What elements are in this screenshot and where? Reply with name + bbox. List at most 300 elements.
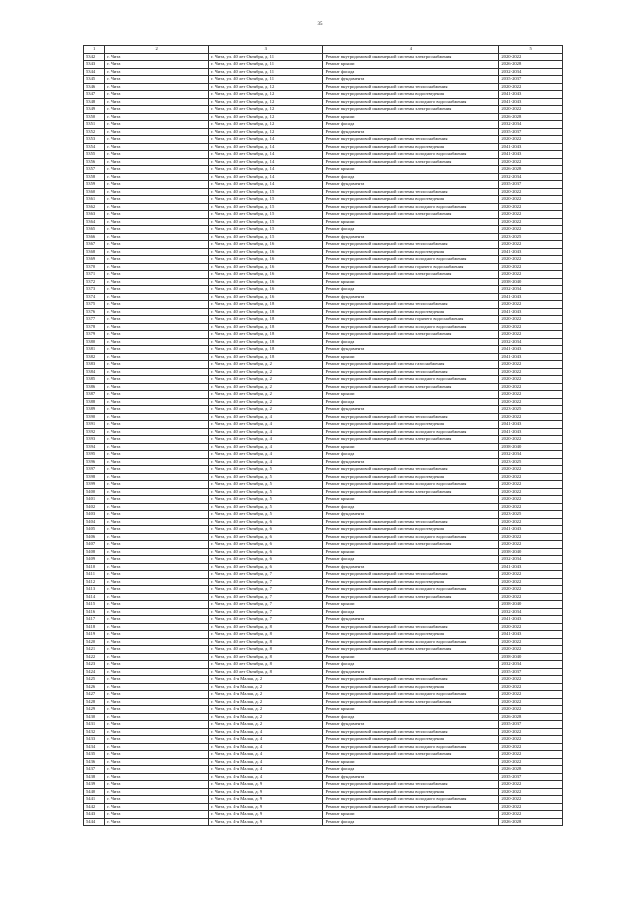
period-cell: 2041-2043 — [499, 428, 563, 436]
table-row — [84, 563, 563, 571]
period-cell: 2032-2034 — [499, 608, 563, 616]
address-cell: г. Чита, ул. 4-я Малая, д. 4 — [209, 743, 323, 751]
work-type-cell: Ремонт внутридомовой инженерной системы теплоснабжения — [323, 83, 499, 91]
municipality-cell: г. Чита — [105, 623, 209, 631]
address-cell: г. Чита, ул. 40 лет Октября, д. 15 — [209, 218, 323, 226]
address-cell: г. Чита, ул. 40 лет Октября, д. 5 — [209, 503, 323, 511]
row-number-cell: 5349 — [84, 106, 105, 114]
address-cell: г. Чита, ул. 40 лет Октября, д. 11 — [209, 68, 323, 76]
work-type-cell: Ремонт внутридомовой инженерной системы электроснабжения — [323, 803, 499, 811]
period-cell: 2038-2040 — [499, 548, 563, 556]
row-number-cell: 5343 — [84, 61, 105, 69]
table-row — [84, 181, 563, 189]
municipality-cell: г. Чита — [105, 818, 209, 826]
municipality-cell: г. Чита — [105, 293, 209, 301]
address-cell: г. Чита, ул. 40 лет Октября, д. 18 — [209, 316, 323, 324]
municipality-cell: г. Чита — [105, 608, 209, 616]
row-number-cell: 5398 — [84, 473, 105, 481]
table-row — [84, 443, 563, 451]
municipality-cell: г. Чита — [105, 766, 209, 774]
municipality-cell: г. Чита — [105, 616, 209, 624]
address-cell: г. Чита, ул. 40 лет Октября, д. 12 — [209, 83, 323, 91]
municipality-cell: г. Чита — [105, 413, 209, 421]
municipality-cell: г. Чита — [105, 736, 209, 744]
period-cell: 2041-2043 — [499, 421, 563, 429]
municipality-cell: г. Чита — [105, 488, 209, 496]
table-row — [84, 248, 563, 256]
table-row — [84, 796, 563, 804]
table-row — [84, 128, 563, 136]
row-number-cell: 5422 — [84, 653, 105, 661]
table-row — [84, 226, 563, 234]
municipality-cell: г. Чита — [105, 286, 209, 294]
table-row — [84, 608, 563, 616]
work-type-cell: Ремонт фасада — [323, 661, 499, 669]
work-type-cell: Ремонт внутридомовой инженерной системы холодного водоснабжения — [323, 98, 499, 106]
row-number-cell: 5362 — [84, 203, 105, 211]
work-type-cell: Ремонт внутридомовой инженерной системы электроснабжения — [323, 383, 499, 391]
work-type-cell: Ремонт внутридомовой инженерной системы теплоснабжения — [323, 188, 499, 196]
row-number-cell: 5380 — [84, 338, 105, 346]
period-cell: 2020-2022 — [499, 106, 563, 114]
municipality-cell: г. Чита — [105, 691, 209, 699]
table-row — [84, 616, 563, 624]
municipality-cell: г. Чита — [105, 578, 209, 586]
period-cell: 2020-2022 — [499, 481, 563, 489]
municipality-cell: г. Чита — [105, 421, 209, 429]
municipality-cell: г. Чита — [105, 338, 209, 346]
period-cell: 2041-2043 — [499, 248, 563, 256]
address-cell: г. Чита, ул. 40 лет Октября, д. 16 — [209, 278, 323, 286]
row-number-cell: 5351 — [84, 121, 105, 129]
period-cell: 2020-2022 — [499, 758, 563, 766]
period-cell: 2038-2040 — [499, 278, 563, 286]
table-row — [84, 323, 563, 331]
address-cell: г. Чита, ул. 4-я Малая, д. 4 — [209, 773, 323, 781]
work-type-cell: Ремонт фундамента — [323, 293, 499, 301]
address-cell: г. Чита, ул. 4-я Малая, д. 9 — [209, 803, 323, 811]
address-cell: г. Чита, ул. 40 лет Октября, д. 18 — [209, 346, 323, 354]
municipality-cell: г. Чита — [105, 346, 209, 354]
table-row — [84, 106, 563, 114]
row-number-cell: 5424 — [84, 668, 105, 676]
period-cell: 2032-2034 — [499, 173, 563, 181]
period-cell: 2026-2028 — [499, 61, 563, 69]
table-row — [84, 316, 563, 324]
period-cell: 2020-2022 — [499, 331, 563, 339]
work-type-cell: Ремонт крыши — [323, 601, 499, 609]
municipality-cell: г. Чита — [105, 758, 209, 766]
table-row — [84, 533, 563, 541]
period-cell: 2020-2022 — [499, 241, 563, 249]
row-number-cell: 5388 — [84, 398, 105, 406]
table-row — [84, 301, 563, 309]
row-number-cell: 5444 — [84, 818, 105, 826]
table-row — [84, 698, 563, 706]
address-cell: г. Чита, ул. 40 лет Октября, д. 14 — [209, 136, 323, 144]
row-number-cell: 5370 — [84, 263, 105, 271]
work-type-cell: Ремонт внутридомовой инженерной системы холодного водоснабжения — [323, 323, 499, 331]
table-row — [84, 773, 563, 781]
work-type-cell: Ремонт крыши — [323, 278, 499, 286]
table-row — [84, 788, 563, 796]
period-cell: 2020-2022 — [499, 218, 563, 226]
table-row — [84, 458, 563, 466]
municipality-cell: г. Чита — [105, 61, 209, 69]
row-number-cell: 5386 — [84, 383, 105, 391]
address-cell: г. Чита, ул. 4-я Малая, д. 2 — [209, 691, 323, 699]
address-cell: г. Чита, ул. 40 лет Октября, д. 16 — [209, 271, 323, 279]
row-number-cell: 5350 — [84, 113, 105, 121]
row-number-cell: 5411 — [84, 571, 105, 579]
work-type-cell: Ремонт внутридомовой инженерной системы водоотведения — [323, 473, 499, 481]
table-row — [84, 218, 563, 226]
address-cell: г. Чита, ул. 4-я Малая, д. 2 — [209, 683, 323, 691]
row-number-cell: 5410 — [84, 563, 105, 571]
row-number-cell: 5347 — [84, 91, 105, 99]
address-cell: г. Чита, ул. 40 лет Октября, д. 7 — [209, 608, 323, 616]
municipality-cell: г. Чита — [105, 143, 209, 151]
table-row — [84, 691, 563, 699]
address-cell: г. Чита, ул. 40 лет Октября, д. 8 — [209, 653, 323, 661]
table-row — [84, 466, 563, 474]
row-number-cell: 5383 — [84, 361, 105, 369]
row-number-cell: 5371 — [84, 271, 105, 279]
period-cell: 2026-2028 — [499, 113, 563, 121]
address-cell: г. Чита, ул. 40 лет Октября, д. 2 — [209, 406, 323, 414]
municipality-cell: г. Чита — [105, 586, 209, 594]
work-type-cell: Ремонт фасада — [323, 818, 499, 826]
period-cell: 2038-2040 — [499, 443, 563, 451]
table-row — [84, 166, 563, 174]
work-type-cell: Ремонт фундамента — [323, 721, 499, 729]
address-cell: г. Чита, ул. 40 лет Октября, д. 18 — [209, 301, 323, 309]
work-type-cell: Ремонт внутридомовой инженерной системы холодного водоснабжения — [323, 638, 499, 646]
address-cell: г. Чита, ул. 40 лет Октября, д. 2 — [209, 368, 323, 376]
municipality-cell: г. Чита — [105, 181, 209, 189]
address-cell: г. Чита, ул. 40 лет Октября, д. 18 — [209, 323, 323, 331]
address-cell: г. Чита, ул. 4-я Малая, д. 2 — [209, 698, 323, 706]
period-cell: 2020-2022 — [499, 571, 563, 579]
period-cell: 2020-2022 — [499, 323, 563, 331]
period-cell: 2020-2022 — [499, 736, 563, 744]
work-type-cell: Ремонт внутридомовой инженерной системы холодного водоснабжения — [323, 428, 499, 436]
period-cell: 2020-2022 — [499, 376, 563, 384]
work-type-cell: Ремонт крыши — [323, 353, 499, 361]
period-cell: 2041-2043 — [499, 631, 563, 639]
row-number-cell: 5384 — [84, 368, 105, 376]
row-number-cell: 5396 — [84, 458, 105, 466]
municipality-cell: г. Чита — [105, 518, 209, 526]
municipality-cell: г. Чита — [105, 781, 209, 789]
table-row — [84, 518, 563, 526]
municipality-cell: г. Чита — [105, 241, 209, 249]
row-number-cell: 5385 — [84, 376, 105, 384]
work-type-cell: Ремонт внутридомовой инженерной системы водоотведения — [323, 196, 499, 204]
address-cell: г. Чита, ул. 40 лет Октября, д. 2 — [209, 398, 323, 406]
work-type-cell: Ремонт фундамента — [323, 773, 499, 781]
header-col-period: 5 — [499, 46, 563, 54]
row-number-cell: 5402 — [84, 503, 105, 511]
address-cell: г. Чита, ул. 40 лет Октября, д. 12 — [209, 128, 323, 136]
row-number-cell: 5443 — [84, 811, 105, 819]
address-cell: г. Чита, ул. 40 лет Октября, д. 16 — [209, 293, 323, 301]
row-number-cell: 5408 — [84, 548, 105, 556]
table-row — [84, 683, 563, 691]
row-number-cell: 5372 — [84, 278, 105, 286]
work-type-cell: Ремонт внутридомовой инженерной системы теплоснабжения — [323, 676, 499, 684]
work-type-cell: Ремонт фундамента — [323, 668, 499, 676]
table-row — [84, 173, 563, 181]
table-row — [84, 653, 563, 661]
period-cell: 2020-2022 — [499, 503, 563, 511]
period-cell: 2041-2043 — [499, 151, 563, 159]
table-row — [84, 121, 563, 129]
row-number-cell: 5395 — [84, 451, 105, 459]
work-type-cell: Ремонт внутридомовой инженерной системы газоснабжения — [323, 361, 499, 369]
table-row — [84, 781, 563, 789]
table-row — [84, 98, 563, 106]
row-number-cell: 5435 — [84, 751, 105, 759]
header-col-municipality: 2 — [105, 46, 209, 54]
table-row — [84, 211, 563, 219]
row-number-cell: 5441 — [84, 796, 105, 804]
row-number-cell: 5409 — [84, 556, 105, 564]
work-type-cell: Ремонт внутридомовой инженерной системы холодного водоснабжения — [323, 586, 499, 594]
work-type-cell: Ремонт фасада — [323, 173, 499, 181]
municipality-cell: г. Чита — [105, 593, 209, 601]
table-row — [84, 203, 563, 211]
municipality-cell: г. Чита — [105, 631, 209, 639]
address-cell: г. Чита, ул. 40 лет Октября, д. 5 — [209, 488, 323, 496]
table-row — [84, 53, 563, 61]
row-number-cell: 5375 — [84, 301, 105, 309]
work-type-cell: Ремонт внутридомовой инженерной системы холодного водоснабжения — [323, 481, 499, 489]
address-cell: г. Чита, ул. 40 лет Октября, д. 6 — [209, 556, 323, 564]
period-cell: 2020-2022 — [499, 788, 563, 796]
table-row — [84, 293, 563, 301]
period-cell: 2035-2037 — [499, 76, 563, 84]
municipality-cell: г. Чита — [105, 428, 209, 436]
work-type-cell: Ремонт фундамента — [323, 511, 499, 519]
municipality-cell: г. Чита — [105, 721, 209, 729]
address-cell: г. Чита, ул. 40 лет Октября, д. 2 — [209, 383, 323, 391]
work-type-cell: Ремонт внутридомовой инженерной системы электроснабжения — [323, 541, 499, 549]
row-number-cell: 5421 — [84, 646, 105, 654]
work-type-cell: Ремонт внутридомовой инженерной системы теплоснабжения — [323, 241, 499, 249]
address-cell: г. Чита, ул. 40 лет Октября, д. 6 — [209, 548, 323, 556]
period-cell: 2020-2022 — [499, 466, 563, 474]
row-number-cell: 5407 — [84, 541, 105, 549]
period-cell: 2023-2025 — [499, 458, 563, 466]
municipality-cell: г. Чита — [105, 668, 209, 676]
address-cell: г. Чита, ул. 40 лет Октября, д. 7 — [209, 571, 323, 579]
work-type-cell: Ремонт внутридомовой инженерной системы электроснабжения — [323, 53, 499, 61]
address-cell: г. Чита, ул. 40 лет Октября, д. 18 — [209, 338, 323, 346]
table-row — [84, 638, 563, 646]
work-type-cell: Ремонт внутридомовой инженерной системы водоотведения — [323, 578, 499, 586]
row-number-cell: 5354 — [84, 143, 105, 151]
work-type-cell: Ремонт внутридомовой инженерной системы теплоснабжения — [323, 518, 499, 526]
row-number-cell: 5399 — [84, 481, 105, 489]
work-type-cell: Ремонт крыши — [323, 548, 499, 556]
address-cell: г. Чита, ул. 40 лет Октября, д. 12 — [209, 121, 323, 129]
period-cell: 2020-2022 — [499, 646, 563, 654]
work-type-cell: Ремонт фасада — [323, 608, 499, 616]
work-type-cell: Ремонт фасада — [323, 556, 499, 564]
row-number-cell: 5420 — [84, 638, 105, 646]
table-row — [84, 383, 563, 391]
period-cell: 2020-2022 — [499, 803, 563, 811]
work-type-cell: Ремонт внутридомовой инженерной системы электроснабжения — [323, 331, 499, 339]
period-cell: 2026-2028 — [499, 766, 563, 774]
table-row — [84, 428, 563, 436]
work-type-cell: Ремонт крыши — [323, 391, 499, 399]
work-type-cell: Ремонт фасада — [323, 121, 499, 129]
address-cell: г. Чита, ул. 40 лет Октября, д. 8 — [209, 646, 323, 654]
municipality-cell: г. Чита — [105, 541, 209, 549]
municipality-cell: г. Чита — [105, 751, 209, 759]
work-type-cell: Ремонт внутридомовой инженерной системы холодного водоснабжения — [323, 376, 499, 384]
address-cell: г. Чита, ул. 4-я Малая, д. 2 — [209, 713, 323, 721]
work-type-cell: Ремонт внутридомовой инженерной системы электроснабжения — [323, 698, 499, 706]
municipality-cell: г. Чита — [105, 113, 209, 121]
municipality-cell: г. Чита — [105, 316, 209, 324]
period-cell: 2041-2043 — [499, 98, 563, 106]
address-cell: г. Чита, ул. 40 лет Октября, д. 14 — [209, 166, 323, 174]
row-number-cell: 5413 — [84, 586, 105, 594]
municipality-cell: г. Чита — [105, 203, 209, 211]
period-cell: 2041-2043 — [499, 353, 563, 361]
address-cell: г. Чита, ул. 40 лет Октября, д. 11 — [209, 76, 323, 84]
table-row — [84, 331, 563, 339]
work-type-cell: Ремонт внутридомовой инженерной системы водоотведения — [323, 631, 499, 639]
table-row — [84, 451, 563, 459]
municipality-cell: г. Чита — [105, 496, 209, 504]
period-cell: 2020-2022 — [499, 638, 563, 646]
work-type-cell: Ремонт внутридомовой инженерной системы электроснабжения — [323, 106, 499, 114]
period-cell: 2020-2022 — [499, 473, 563, 481]
municipality-cell: г. Чита — [105, 563, 209, 571]
table-row — [84, 113, 563, 121]
municipality-cell: г. Чита — [105, 98, 209, 106]
address-cell: г. Чита, ул. 40 лет Октября, д. 5 — [209, 511, 323, 519]
table-row — [84, 376, 563, 384]
address-cell: г. Чита, ул. 40 лет Октября, д. 16 — [209, 248, 323, 256]
table-row — [84, 668, 563, 676]
period-cell: 2041-2043 — [499, 616, 563, 624]
address-cell: г. Чита, ул. 40 лет Октября, д. 8 — [209, 623, 323, 631]
work-type-cell: Ремонт внутридомовой инженерной системы электроснабжения — [323, 158, 499, 166]
work-type-cell: Ремонт фундамента — [323, 616, 499, 624]
work-type-cell: Ремонт крыши — [323, 811, 499, 819]
table-row — [84, 473, 563, 481]
address-cell: г. Чита, ул. 4-я Малая, д. 4 — [209, 766, 323, 774]
period-cell: 2038-2040 — [499, 601, 563, 609]
municipality-cell: г. Чита — [105, 53, 209, 61]
work-type-cell: Ремонт внутридомовой инженерной системы теплоснабжения — [323, 413, 499, 421]
row-number-cell: 5401 — [84, 496, 105, 504]
municipality-cell: г. Чита — [105, 166, 209, 174]
row-number-cell: 5397 — [84, 466, 105, 474]
row-number-cell: 5431 — [84, 721, 105, 729]
table-row — [84, 136, 563, 144]
row-number-cell: 5377 — [84, 316, 105, 324]
table-row — [84, 803, 563, 811]
work-type-cell: Ремонт внутридомовой инженерной системы холодного водоснабжения — [323, 796, 499, 804]
work-type-cell: Ремонт фундамента — [323, 181, 499, 189]
period-cell: 2020-2022 — [499, 496, 563, 504]
address-cell: г. Чита, ул. 40 лет Октября, д. 15 — [209, 233, 323, 241]
row-number-cell: 5358 — [84, 173, 105, 181]
period-cell: 2032-2034 — [499, 451, 563, 459]
municipality-cell: г. Чита — [105, 796, 209, 804]
row-number-cell: 5364 — [84, 218, 105, 226]
period-cell: 2020-2022 — [499, 691, 563, 699]
period-cell: 2020-2022 — [499, 586, 563, 594]
period-cell: 2020-2022 — [499, 518, 563, 526]
municipality-cell: г. Чита — [105, 706, 209, 714]
period-cell: 2020-2022 — [499, 301, 563, 309]
work-type-cell: Ремонт внутридомовой инженерной системы водоотведения — [323, 308, 499, 316]
work-type-cell: Ремонт фундамента — [323, 346, 499, 354]
table-row — [84, 646, 563, 654]
row-number-cell: 5348 — [84, 98, 105, 106]
work-type-cell: Ремонт внутридомовой инженерной системы водоотведения — [323, 91, 499, 99]
work-type-cell: Ремонт внутридомовой инженерной системы электроснабжения — [323, 436, 499, 444]
period-cell: 2020-2022 — [499, 263, 563, 271]
municipality-cell: г. Чита — [105, 233, 209, 241]
municipality-cell: г. Чита — [105, 383, 209, 391]
row-number-cell: 5425 — [84, 676, 105, 684]
table-row — [84, 578, 563, 586]
header-col-work-type: 4 — [323, 46, 499, 54]
row-number-cell: 5419 — [84, 631, 105, 639]
period-cell: 2041-2043 — [499, 308, 563, 316]
row-number-cell: 5376 — [84, 308, 105, 316]
table-row — [84, 151, 563, 159]
address-cell: г. Чита, ул. 40 лет Октября, д. 14 — [209, 151, 323, 159]
period-cell: 2020-2022 — [499, 361, 563, 369]
work-type-cell: Ремонт крыши — [323, 443, 499, 451]
address-cell: г. Чита, ул. 40 лет Октября, д. 7 — [209, 578, 323, 586]
municipality-cell: г. Чита — [105, 728, 209, 736]
table-row — [84, 743, 563, 751]
work-type-cell: Ремонт внутридомовой инженерной системы теплоснабжения — [323, 728, 499, 736]
row-number-cell: 5400 — [84, 488, 105, 496]
row-number-cell: 5442 — [84, 803, 105, 811]
address-cell: г. Чита, ул. 40 лет Октября, д. 18 — [209, 308, 323, 316]
table-row — [84, 61, 563, 69]
address-cell: г. Чита, ул. 40 лет Октября, д. 5 — [209, 473, 323, 481]
municipality-cell: г. Чита — [105, 653, 209, 661]
row-number-cell: 5415 — [84, 601, 105, 609]
address-cell: г. Чита, ул. 40 лет Октября, д. 4 — [209, 436, 323, 444]
work-type-cell: Ремонт фундамента — [323, 406, 499, 414]
row-number-cell: 5368 — [84, 248, 105, 256]
work-type-cell: Ремонт внутридомовой инженерной системы электроснабжения — [323, 593, 499, 601]
address-cell: г. Чита, ул. 40 лет Октября, д. 12 — [209, 113, 323, 121]
address-cell: г. Чита, ул. 40 лет Октября, д. 6 — [209, 541, 323, 549]
work-type-cell: Ремонт внутридомовой инженерной системы теплоснабжения — [323, 571, 499, 579]
table-row — [84, 586, 563, 594]
row-number-cell: 5374 — [84, 293, 105, 301]
table-row — [84, 736, 563, 744]
row-number-cell: 5414 — [84, 593, 105, 601]
period-cell: 2020-2022 — [499, 623, 563, 631]
address-cell: г. Чита, ул. 40 лет Октября, д. 5 — [209, 496, 323, 504]
row-number-cell: 5365 — [84, 226, 105, 234]
